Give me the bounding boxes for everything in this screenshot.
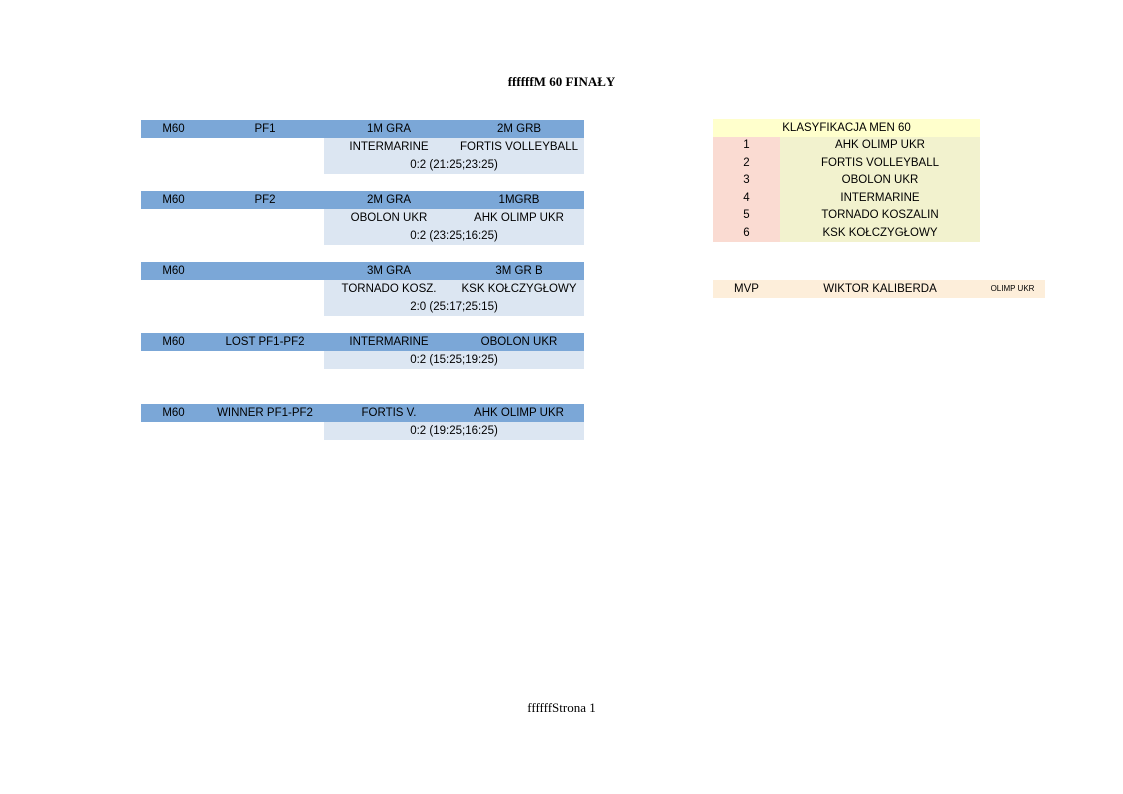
match-score-row [141, 422, 584, 440]
match-team-right: KSK KOŁCZYGŁOWY [454, 280, 584, 298]
match-slot-left: 2M GRA [324, 191, 454, 209]
classification-position: 5 [713, 207, 780, 225]
match-header-row [141, 404, 584, 422]
spacer [206, 351, 324, 369]
classification-team: AHK OLIMP UKR [780, 137, 980, 155]
spacer [141, 138, 206, 156]
classification-position: 6 [713, 225, 780, 243]
match-phase: PF1 [206, 120, 324, 138]
spacer [206, 422, 324, 440]
spacer [141, 351, 206, 369]
match-team-left: OBOLON UKR [324, 209, 454, 227]
match-slot-right: OBOLON UKR [454, 333, 584, 351]
spacer [141, 156, 206, 174]
match-phase: PF2 [206, 191, 324, 209]
match-header-row [141, 120, 584, 138]
classification-team: FORTIS VOLLEYBALL [780, 155, 980, 173]
table-row [713, 190, 980, 208]
table-row [713, 207, 980, 225]
spacer [141, 422, 206, 440]
spacer [206, 280, 324, 298]
match-score: 0:2 (15:25;19:25) [324, 351, 584, 369]
match-score: 0:2 (21:25;23:25) [324, 156, 584, 174]
classification-position: 4 [713, 190, 780, 208]
match-slot-left: 1M GRA [324, 120, 454, 138]
match-score-row [141, 351, 584, 369]
spacer [141, 209, 206, 227]
match-slot-left: 3M GRA [324, 262, 454, 280]
spacer [206, 227, 324, 245]
classification-team: KSK KOŁCZYGŁOWY [780, 225, 980, 243]
page-footer: ffffffStrona 1 [527, 700, 596, 715]
spacer [141, 280, 206, 298]
match-score: 2:0 (25:17;25:15) [324, 298, 584, 316]
spacer [141, 298, 206, 316]
spacer [141, 227, 206, 245]
match-teams-row [141, 280, 584, 298]
match-category: M60 [141, 333, 206, 351]
match-block-pf1 [141, 120, 584, 174]
mvp-label: MVP [713, 280, 780, 298]
match-block-lost-pf [141, 333, 584, 369]
match-score-row [141, 227, 584, 245]
match-category: M60 [141, 404, 206, 422]
classification-team: OBOLON UKR [780, 172, 980, 190]
match-phase: LOST PF1-PF2 [206, 333, 324, 351]
match-team-right: FORTIS VOLLEYBALL [454, 138, 584, 156]
classification-position: 3 [713, 172, 780, 190]
match-slot-right: 3M GR B [454, 262, 584, 280]
match-category: M60 [141, 191, 206, 209]
classification-team: TORNADO KOSZALIN [780, 207, 980, 225]
table-row [713, 225, 980, 243]
match-slot-left: FORTIS V. [324, 404, 454, 422]
match-score-row [141, 156, 584, 174]
match-phase [206, 262, 324, 280]
match-block-3rd-place-group [141, 262, 584, 316]
spacer [206, 138, 324, 156]
match-score: 0:2 (23:25;16:25) [324, 227, 584, 245]
classification-position: 1 [713, 137, 780, 155]
table-row [713, 155, 980, 173]
match-slot-right: 1MGRB [454, 191, 584, 209]
mvp-name: WIKTOR KALIBERDA [780, 280, 980, 298]
match-teams-row [141, 138, 584, 156]
match-header-row [141, 191, 584, 209]
match-team-left: TORNADO KOSZ. [324, 280, 454, 298]
mvp-club: OLIMP UKR [980, 280, 1045, 298]
classification-title: KLASYFIKACJA MEN 60 [713, 119, 980, 137]
match-block-pf2 [141, 191, 584, 245]
match-phase: WINNER PF1-PF2 [206, 404, 324, 422]
table-row [713, 137, 980, 155]
page-title: ffffffM 60 FINAŁY [507, 74, 616, 89]
match-header-row [141, 262, 584, 280]
match-score: 0:2 (19:25;16:25) [324, 422, 584, 440]
match-team-right: AHK OLIMP UKR [454, 209, 584, 227]
match-slot-right: AHK OLIMP UKR [454, 404, 584, 422]
match-block-winner-pf [141, 404, 584, 440]
spacer [206, 156, 324, 174]
classification-position: 2 [713, 155, 780, 173]
match-slot-left: INTERMARINE [324, 333, 454, 351]
match-score-row [141, 298, 584, 316]
match-slot-right: 2M GRB [454, 120, 584, 138]
spacer [206, 298, 324, 316]
classification-table [713, 119, 980, 242]
mvp-strip [713, 280, 1045, 298]
match-header-row [141, 333, 584, 351]
match-team-left: INTERMARINE [324, 138, 454, 156]
table-row [713, 172, 980, 190]
match-category: M60 [141, 262, 206, 280]
spacer [206, 209, 324, 227]
match-teams-row [141, 209, 584, 227]
classification-team: INTERMARINE [780, 190, 980, 208]
match-category: M60 [141, 120, 206, 138]
